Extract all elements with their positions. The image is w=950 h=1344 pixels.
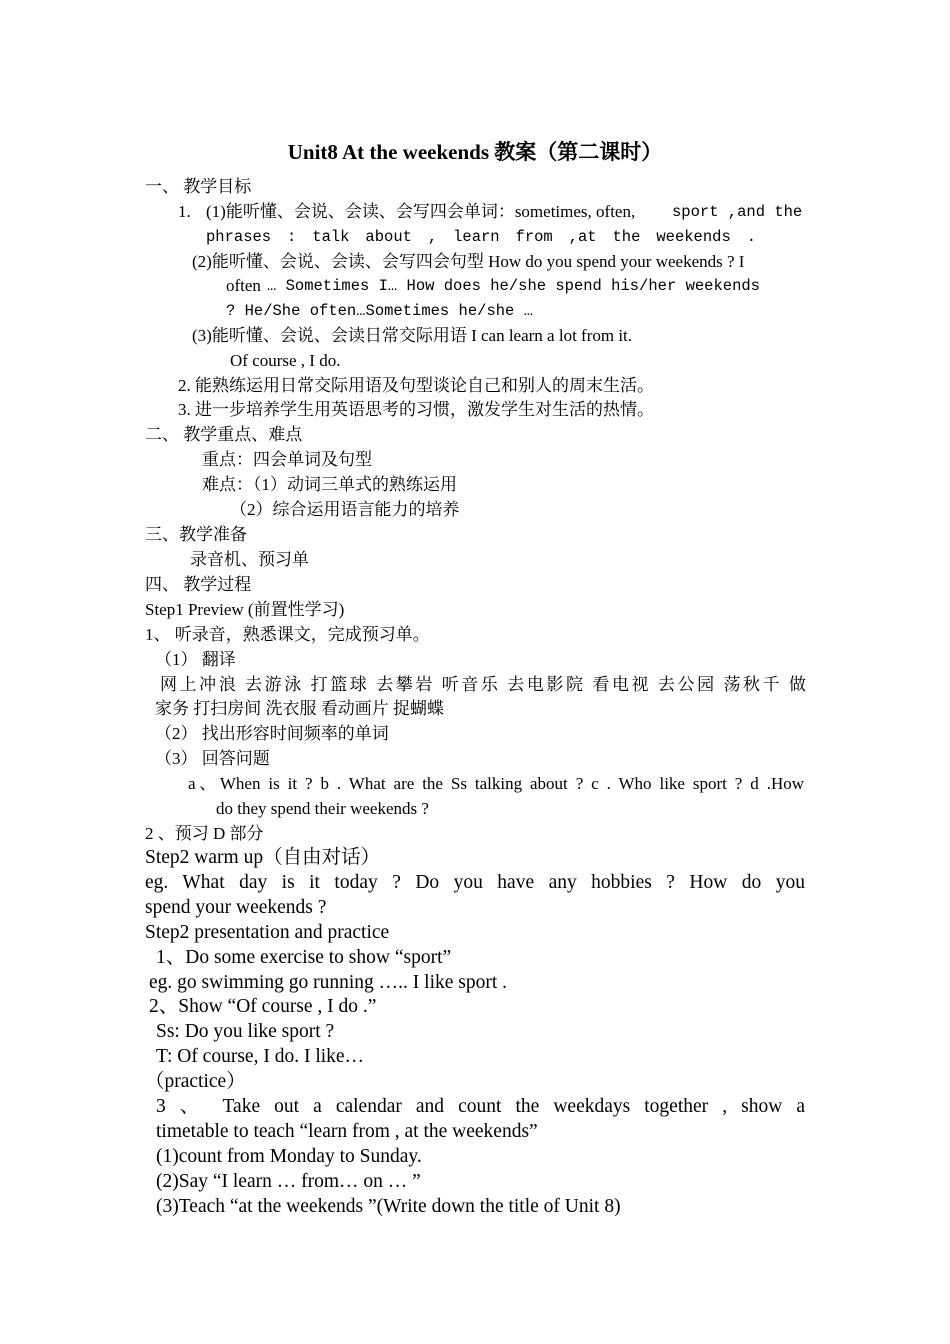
text-line: (3)能听懂、会说、会读日常交际用语 I can learn a lot from it. <box>192 326 633 345</box>
text-line: 录音机、预习单 <box>190 550 309 569</box>
text-line: （1） 翻译 <box>155 650 236 669</box>
text-line: often <box>226 276 261 295</box>
text-line: （practice） <box>145 1071 246 1092</box>
section-heading: 一、 教学目标 <box>145 177 252 196</box>
text-line: 家务 打扫房间 洗衣服 看动画片 捉蝴蝶 <box>155 699 444 718</box>
step-heading: Step2 presentation and practice <box>145 922 390 943</box>
text-line: timetable to teach “learn from , at the weekends” <box>156 1121 538 1142</box>
step-heading: Step2 warm up（自由对话） <box>145 847 381 868</box>
text-line: （2）综合运用语言能力的培养 <box>230 500 460 519</box>
text-line: spend your weekends ? <box>145 897 327 918</box>
text-line: sport ,and the <box>672 203 803 221</box>
text-line: 1、 听录音，熟悉课文，完成预习单。 <box>145 625 430 644</box>
document-title: Unit8 At the weekends 教案（第二课时） <box>287 140 663 164</box>
text-line: 1、Do some exercise to show “sport” <box>156 947 452 968</box>
text-line: （2） 找出形容时间频率的单词 <box>155 724 389 743</box>
text-line: （3） 回答问题 <box>155 749 270 768</box>
text-line: 网上冲浪 去游泳 打篮球 去攀岩 听音乐 去电影院 看电视 去公园 荡秋千 做 <box>160 675 806 694</box>
text-line: (2)Say “I learn … from… on … ” <box>156 1171 421 1192</box>
text-line: a、When is it ? b . What are the Ss talking about ? c . Who like sport ? d .How <box>188 774 804 793</box>
text-line: 重点：四会单词及句型 <box>202 450 372 469</box>
section-heading: 三、教学准备 <box>145 525 247 544</box>
list-item: 3. 进一步培养学生用英语思考的习惯，激发学生对生活的热情。 <box>178 400 654 419</box>
text-line: Ss: Do you like sport ? <box>156 1021 335 1042</box>
text-line: (1)能听懂、会说、会读、会写四会单词：sometimes, often, <box>206 202 636 221</box>
text-line: 2、Show “Of course , I do .” <box>149 996 377 1017</box>
text-line: (2)能听懂、会说、会读、会写四会句型 How do you spend your weekends ? I <box>192 252 745 271</box>
text-line: eg. What day is it today ? Do you have any hobbies ? How do you <box>145 872 805 893</box>
text-line: eg. go swimming go running ….. I like sport . <box>149 972 508 993</box>
text-line: 3 、 Take out a calendar and count the weekdays together , show a <box>156 1096 805 1117</box>
text-line: … Sometimes I… How does he/she spend his/her weekends <box>267 277 760 295</box>
step-heading: Step1 Preview (前置性学习) <box>145 600 345 619</box>
text-line: 难点：（1）动词三单式的熟练运用 <box>202 475 457 494</box>
text-line: do they spend their weekends ? <box>216 799 429 818</box>
list-number: 1. <box>178 202 191 221</box>
section-heading: 二、 教学重点、难点 <box>145 425 303 444</box>
text-line: (3)Teach “at the weekends ”(Write down the title of Unit 8) <box>156 1196 621 1217</box>
text-line: ? He/She often…Sometimes he/she … <box>226 302 533 320</box>
text-line: Of course , I do. <box>230 351 341 370</box>
text-line: 2 、预习 D 部分 <box>145 824 264 843</box>
list-item: 2. 能熟练运用日常交际用语及句型谈论自己和别人的周末生活。 <box>178 376 654 395</box>
text-line: phrases : talk about , learn from ,at the weekends . <box>206 228 756 246</box>
text-line: (1)count from Monday to Sunday. <box>156 1146 422 1167</box>
section-heading: 四、 教学过程 <box>145 575 252 594</box>
text-line: T: Of course, I do. I like… <box>156 1046 365 1067</box>
